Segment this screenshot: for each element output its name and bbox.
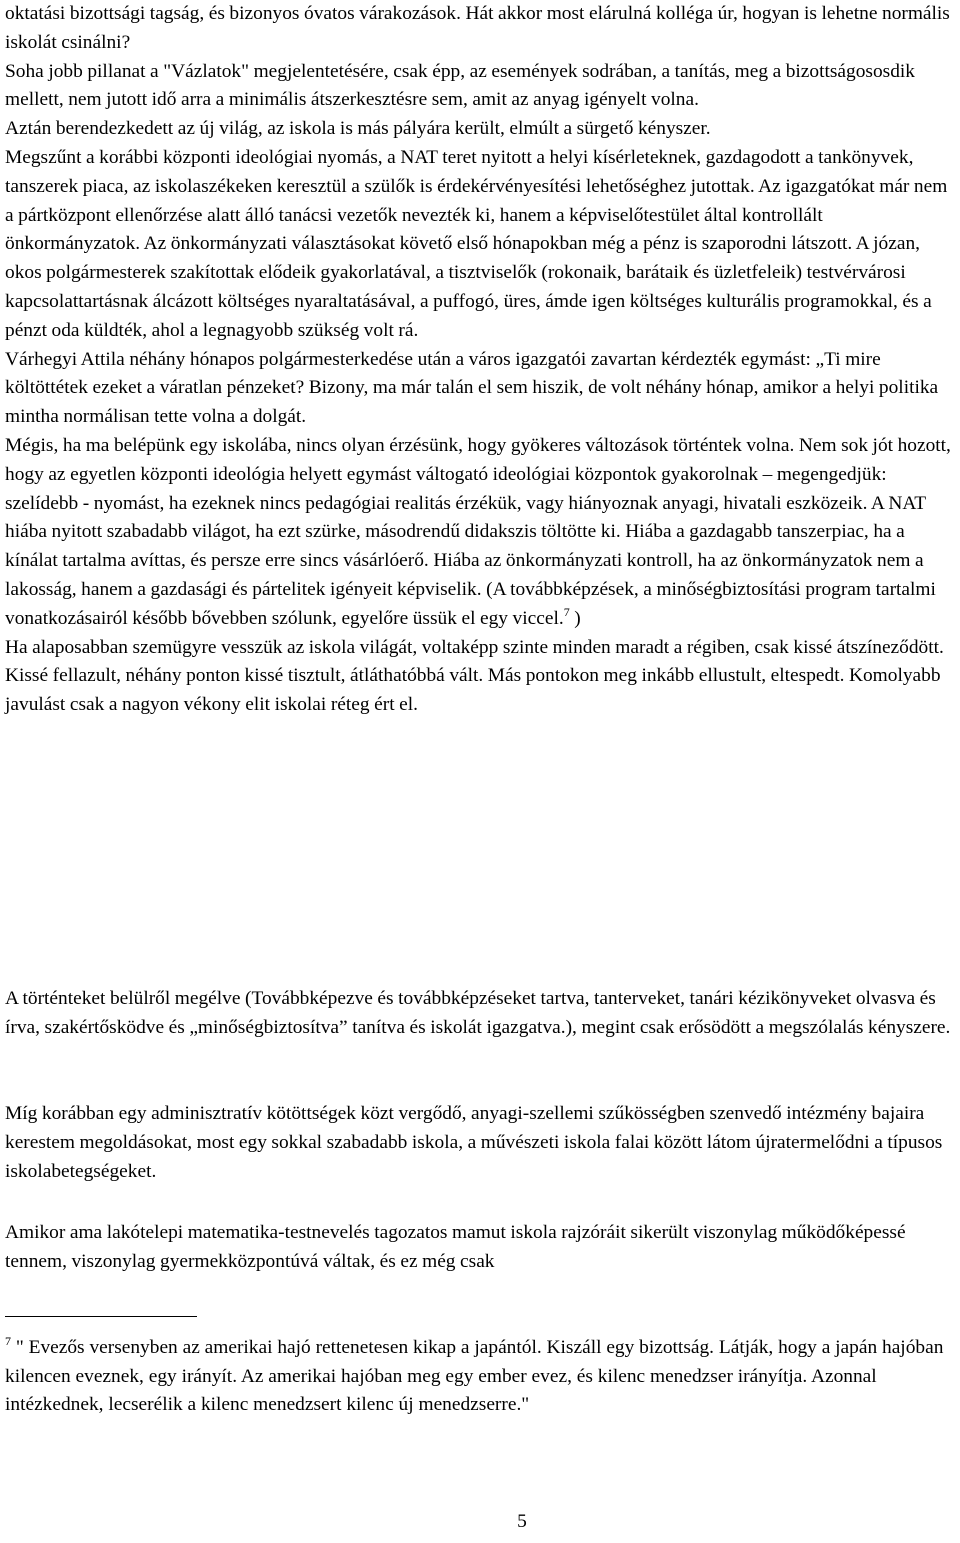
paragraph-megis xyxy=(5,432,957,634)
text-block-mig-korabban xyxy=(5,1100,957,1186)
text-block-tortenteket xyxy=(5,985,957,1043)
footnote-reference[interactable]: 7 xyxy=(563,604,570,619)
paragraph-alaposabban: Ha alaposabban szemügyre vesszük az iskola világát, voltaképp szinte minden maradt a régiben, csak kissé átszíneződött. Kissé fellazult, néhány ponton kissé tisztult, átláthatóbbá vált. Más pontokon meg inkább ellustult, eltespedt. Komolyabb javulást csak a nagyon vékony elit iskolai réteg ért el. xyxy=(5,636,944,716)
paragraph-mig-korabban: Míg korábban egy adminisztratív kötöttségek közt vergődő, anyagi-szellemi szűkösségben szenvedő intézmény bajaira kerestem megoldásokat, most egy sokkal szabadabb iskola, a művészeti iskola falai között látom újratermelődni a típusos iskolabetegségeket. xyxy=(5,1103,943,1182)
page-number: 5 xyxy=(517,1511,527,1532)
footnote xyxy=(5,1334,957,1420)
paragraph-tortenteket: A történteket belülről megélve (Továbbképezve és továbbképzéseket tartva, tanterveket, tanári kézikönyveket olvasva és írva, szakértősködve és „minőségbiztosítva” tanítva és iskolát igazgatva.), megint csak erősödött a megszólalás kényszere. xyxy=(5,988,951,1038)
paragraph-megis-text: Mégis, ha ma belépünk egy iskolába, nincs olyan érzésünk, hogy gyökeres változások történtek volna. Nem sok jót hozott, hogy az egyetlen központi ideológia helyett egymást váltogató ideológiai központok gyakorolnak – megengedjük: szelídebb - nyomást, ha ezeknek nincs pedagógiai realitás érzékük, vagy hiányoznak anyagi, hivatali eszközeik. A NAT hiába nyitott szabadabb világot, ha ezt szürke, másodrendű didakszis töltötte ki. Hiába a gazdagabb tanszerpiac, ha a kínálat tartalma avíttas, és persze erre sincs vásárlóerő. Hiába az önkormányzati kontroll, ha az önkormányzatok nem a lakosság, hanem a gazdasági és pártelitek igényeit képviselik. (A továbbképzések, a minőségbiztosítási program tartalmi vonatkozásairól később bővebben szólunk, egyelőre üssük el egy viccel. xyxy=(5,434,951,629)
paragraph-vazlatok: Soha jobb pillanat a "Vázlatok" megjelentetésére, csak épp, az események sodrában, a tanítás, meg a bizottságososdik mellett, nem jutott idő arra a minimális átszerkesztésre sem, amit az anyag igényelt volna. xyxy=(5,60,915,111)
paragraph-varhegyi: Várhegyi Attila néhány hónapos polgármesterkedése után a város igazgatói zavartan kérdezték egymást: „Ti mire költöttétek ezeket a váratlan pénzeket? Bizony, ma már talán el sem hiszik, de volt néhány hónap, amikor a helyi politika mintha normálisan tette volna a dolgát. xyxy=(5,348,939,428)
paragraph-nat: Megszűnt a korábbi központi ideológiai nyomás, a NAT teret nyitott a helyi kísérleteknek, gazdagodott a tankönyvek, tanszerek piaca, az iskolaszékeken keresztül a szülők is érdekérvényesítési lehetőséghez jutottak. Az igazgatókat már nem a pártközpont ellenőrzése alatt álló tanácsi vezetők nevezték ki, hanem a képviselőtestület által kontrollált önkormányzatok. Az önkormányzati választásokat követő első hónapokban még a pénz is szaporodni látszott. A józan, okos polgármesterek szakítottak elődeik gyakorlatával, a tisztviselők (rokonaik, barátaik és üzletfeleik) testvérvárosi kapcsolattartásnak álcázott költséges nyaraltatásával, a puffogó, üres, ámde igen költséges kulturális programokkal, és a pénzt oda küldték, ahol a legnagyobb szükség volt rá. xyxy=(5,146,948,341)
text-block-amikor xyxy=(5,1219,957,1277)
paragraph-amikor: Amikor ama lakótelepi matematika-testnevelés tagozatos mamut iskola rajzóráit sikerült viszonylag működőképessé tennem, viszonylag gyermekközpontúvá váltak, és ez még csak xyxy=(5,1222,906,1272)
text-block-main xyxy=(5,0,957,720)
footnote-marker: 7 xyxy=(5,1334,11,1348)
footnote-text: " Evezős versenyben az amerikai hajó rettenetesen kikap a japántól. Kiszáll egy bizottság. Látják, hogy a japán hajóban kilencen eveznek, egy irányít. Az amerikai hajóban meg egy ember evez, és kilenc menedzser irányítja. Azonnal intézkednek, lecserélik a kilenc menedzsert kilenc új menedzserre." xyxy=(5,1337,944,1416)
paragraph-megis-close: ) xyxy=(569,607,581,629)
paragraph-uj-vilag: Aztán berendezkedett az új világ, az iskola is más pályára került, elmúlt a sürgető kényszer. xyxy=(5,118,711,140)
paragraph-continuation: oktatási bizottsági tagság, és bizonyos óvatos várakozások. Hát akkor most elárulná kolléga úr, hogyan is lehetne normális iskolát csinálni? xyxy=(5,3,950,53)
footnote-separator xyxy=(5,1316,197,1317)
